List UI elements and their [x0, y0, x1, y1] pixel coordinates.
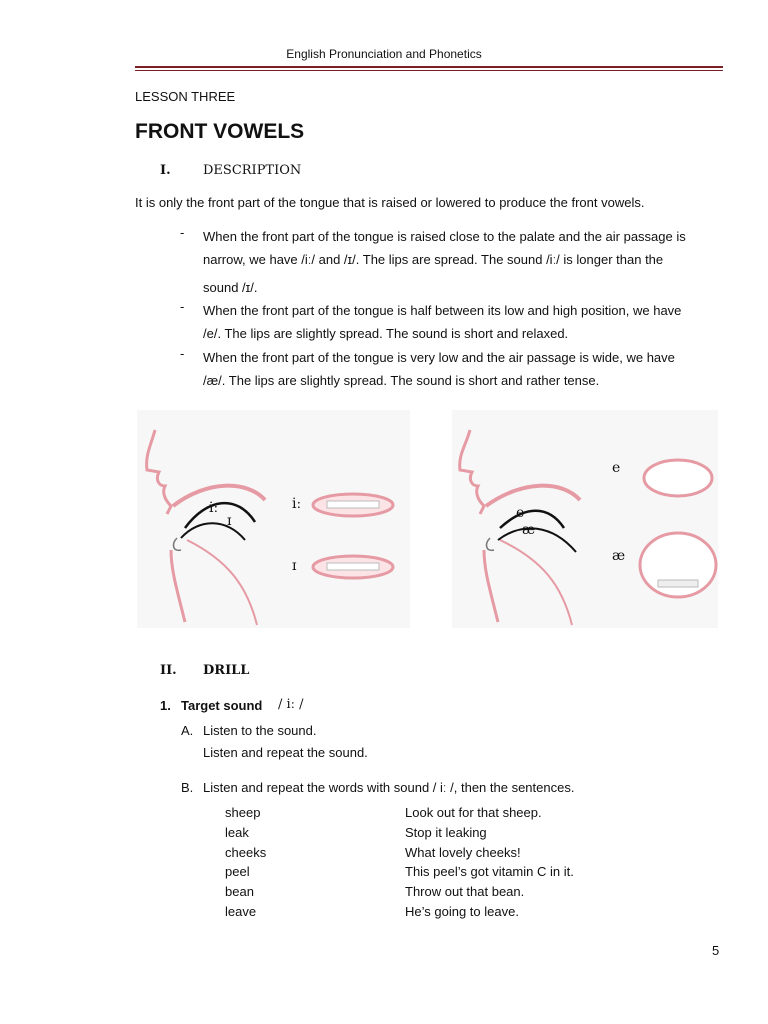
teeth-lower [327, 563, 379, 570]
teeth-upper [327, 501, 379, 508]
bullet-dash: - [180, 225, 185, 240]
palate-curve [486, 486, 580, 506]
tongue-position-ae [498, 528, 576, 552]
step-letter: B. [181, 780, 194, 795]
bullet-line: narrow, we have /iː/ and /ɪ/. The lips are spread. The sound /iː/ is longer than the [203, 252, 664, 267]
drill-word: leak [225, 825, 249, 840]
tongue-label-short: ɪ [227, 513, 232, 529]
mouth-diagram-low-vowels [452, 410, 718, 628]
header-rule [135, 66, 723, 68]
page-title: FRONT VOWELS [135, 120, 305, 143]
section-heading: DESCRIPTION [203, 163, 302, 178]
bullet-line: When the front part of the tongue is half between its low and high position, we have [203, 303, 682, 318]
lips-label-short: ɪ [292, 558, 297, 574]
section-heading: DRILL [203, 663, 250, 678]
throat-outline [484, 550, 498, 622]
drill-sentence: Stop it leaking [405, 825, 487, 840]
lips-label-long: iː [292, 496, 302, 512]
throat-outline [171, 550, 185, 622]
tongue-diagram-svg [137, 410, 410, 628]
drill-sentence: Throw out that bean. [405, 884, 525, 899]
lower-lip-outline [174, 538, 181, 550]
step-text: Listen and repeat the sound. [203, 745, 368, 760]
drill-word: cheeks [225, 845, 267, 860]
tongue-label-long: iː [209, 500, 219, 516]
step-text: Listen and repeat the words with sound / iː /, then the sentences. [203, 780, 575, 795]
lips-label-e: e [612, 460, 621, 476]
step-letter: A. [181, 723, 194, 738]
drill-word: peel [225, 864, 250, 879]
bullet-text [203, 299, 723, 345]
lower-lip-outline [487, 538, 494, 550]
bullet-line: /e/. The lips are slightly spread. The sound is short and relaxed. [203, 326, 569, 341]
intro-paragraph: It is only the front part of the tongue that is raised or lowered to produce the front vowels. [135, 195, 645, 210]
section-number: I. [160, 163, 171, 178]
page-number: 5 [712, 943, 720, 958]
section-number: II. [160, 663, 177, 678]
tongue-label-ae: æ [522, 522, 536, 538]
mouth-diagram-high-vowels [137, 410, 410, 628]
lips-e-shape [644, 460, 712, 496]
tongue-label-e: e [516, 505, 525, 521]
drill-word: leave [225, 904, 257, 919]
neck-outline [187, 540, 257, 625]
bullet-dash: - [180, 299, 185, 314]
tongue-position-short [181, 523, 245, 540]
bullet-line: When the front part of the tongue is raised close to the palate and the air passage is [203, 229, 686, 244]
target-label: Target sound [181, 698, 263, 713]
lips-label-ae: æ [612, 548, 626, 564]
drill-word: bean [225, 884, 254, 899]
drill-sentence: This peel’s got vitamin C in it. [405, 864, 574, 879]
bullet-line: sound /ɪ/. [203, 280, 258, 295]
header-rule-thin [135, 70, 723, 71]
neck-outline [500, 540, 572, 625]
bullet-text [203, 225, 723, 299]
drill-sentence: Look out for that sheep. [405, 805, 542, 820]
teeth-lower [658, 580, 698, 587]
lesson-label: LESSON THREE [135, 89, 236, 104]
bullet-line: When the front part of the tongue is very low and the air passage is wide, we have [203, 350, 675, 365]
bullet-text [203, 346, 723, 392]
drill-sentence: What lovely cheeks! [405, 845, 521, 860]
bullet-dash: - [180, 346, 185, 361]
face-profile [460, 430, 484, 514]
running-header: English Pronunciation and Phonetics [286, 47, 482, 61]
drill-word: sheep [225, 805, 261, 820]
drill-item-number: 1. [160, 698, 171, 713]
target-sound: / iː / [278, 697, 304, 712]
tongue-diagram-svg [452, 410, 718, 628]
face-profile [147, 430, 171, 514]
drill-sentence: He’s going to leave. [405, 904, 519, 919]
step-text: Listen to the sound. [203, 723, 317, 738]
bullet-line: /æ/. The lips are slightly spread. The sound is short and rather tense. [203, 373, 600, 388]
